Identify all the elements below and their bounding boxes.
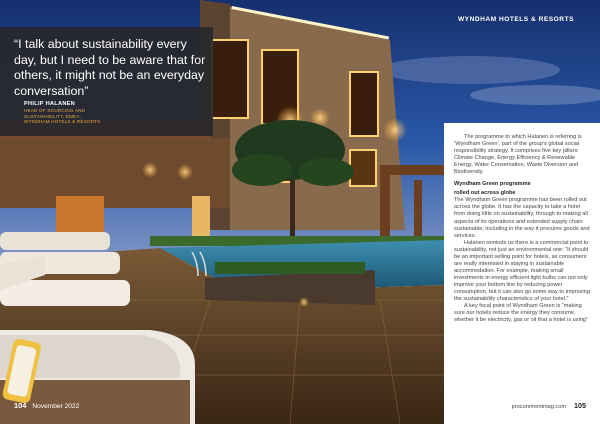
right-folio <box>512 401 586 410</box>
article-body <box>454 134 592 324</box>
site-url[interactable]: procurementmag.com <box>511 404 566 410</box>
brand-header: WYNDHAM HOTELS & RESORTS <box>457 16 574 23</box>
left-issue-date: November 2022 <box>32 403 80 410</box>
article-subhead-line: rolled out across globe <box>454 190 516 197</box>
article-subhead-line: Wyndham Green programme <box>454 181 531 188</box>
left-page-number: 104 <box>14 401 27 410</box>
article-paragraph: A key focal point of Wyndham Green is “making sure our hotels reduce the energy they consume, whether it be electricity, gas or oil that a hotel is using” <box>454 303 588 324</box>
left-folio <box>14 401 79 410</box>
right-page-number: 105 <box>574 401 586 410</box>
pull-quote-text: “I talk about sustainability every day, but I need to be aware that for others, it might not be an everyday conversation” <box>14 37 206 98</box>
pull-quote-role-line: WYNDHAM HOTELS & RESORTS <box>24 119 101 124</box>
pull-quote-role-line: SUSTAINABILITY, EMEA, <box>24 113 82 119</box>
article-paragraph: Halanen reminds us there is a commercial point to sustainability, not just an environmental one: “It should be an important selling point for hotels, as consumers are really interested in staying in sustainable accommodation. For example, making small investments in energy efficient light bulbs can not only improve your bottom line by reducing power consumption, but it can also go some way to improving the sustainability characteristics of your hotel.” <box>454 239 590 303</box>
article-paragraph: The Wyndham Green programme has been rolled out across the globe. It has the capacity to take a hotel from doing little on sustainability, through to making all aspects of its operations and extended supply chain sustainable, including in the way it procures goods and services. <box>454 197 590 239</box>
article-paragraph: The programme to which Halanen is referring is ‘Wyndham Green’, part of the group’s global social responsibility strategy. It comprises five key pillars: Climate Change, Energy Efficiency & Renewable Energy, Water Conservation, Waste Diversion and Biodiversity. <box>454 134 582 176</box>
article-column <box>444 123 600 424</box>
pull-quote <box>0 27 213 136</box>
pull-quote-role-line: HEAD OF SOURCING AND <box>24 108 86 113</box>
pull-quote-name: PHILIP HALANEN <box>24 101 76 107</box>
